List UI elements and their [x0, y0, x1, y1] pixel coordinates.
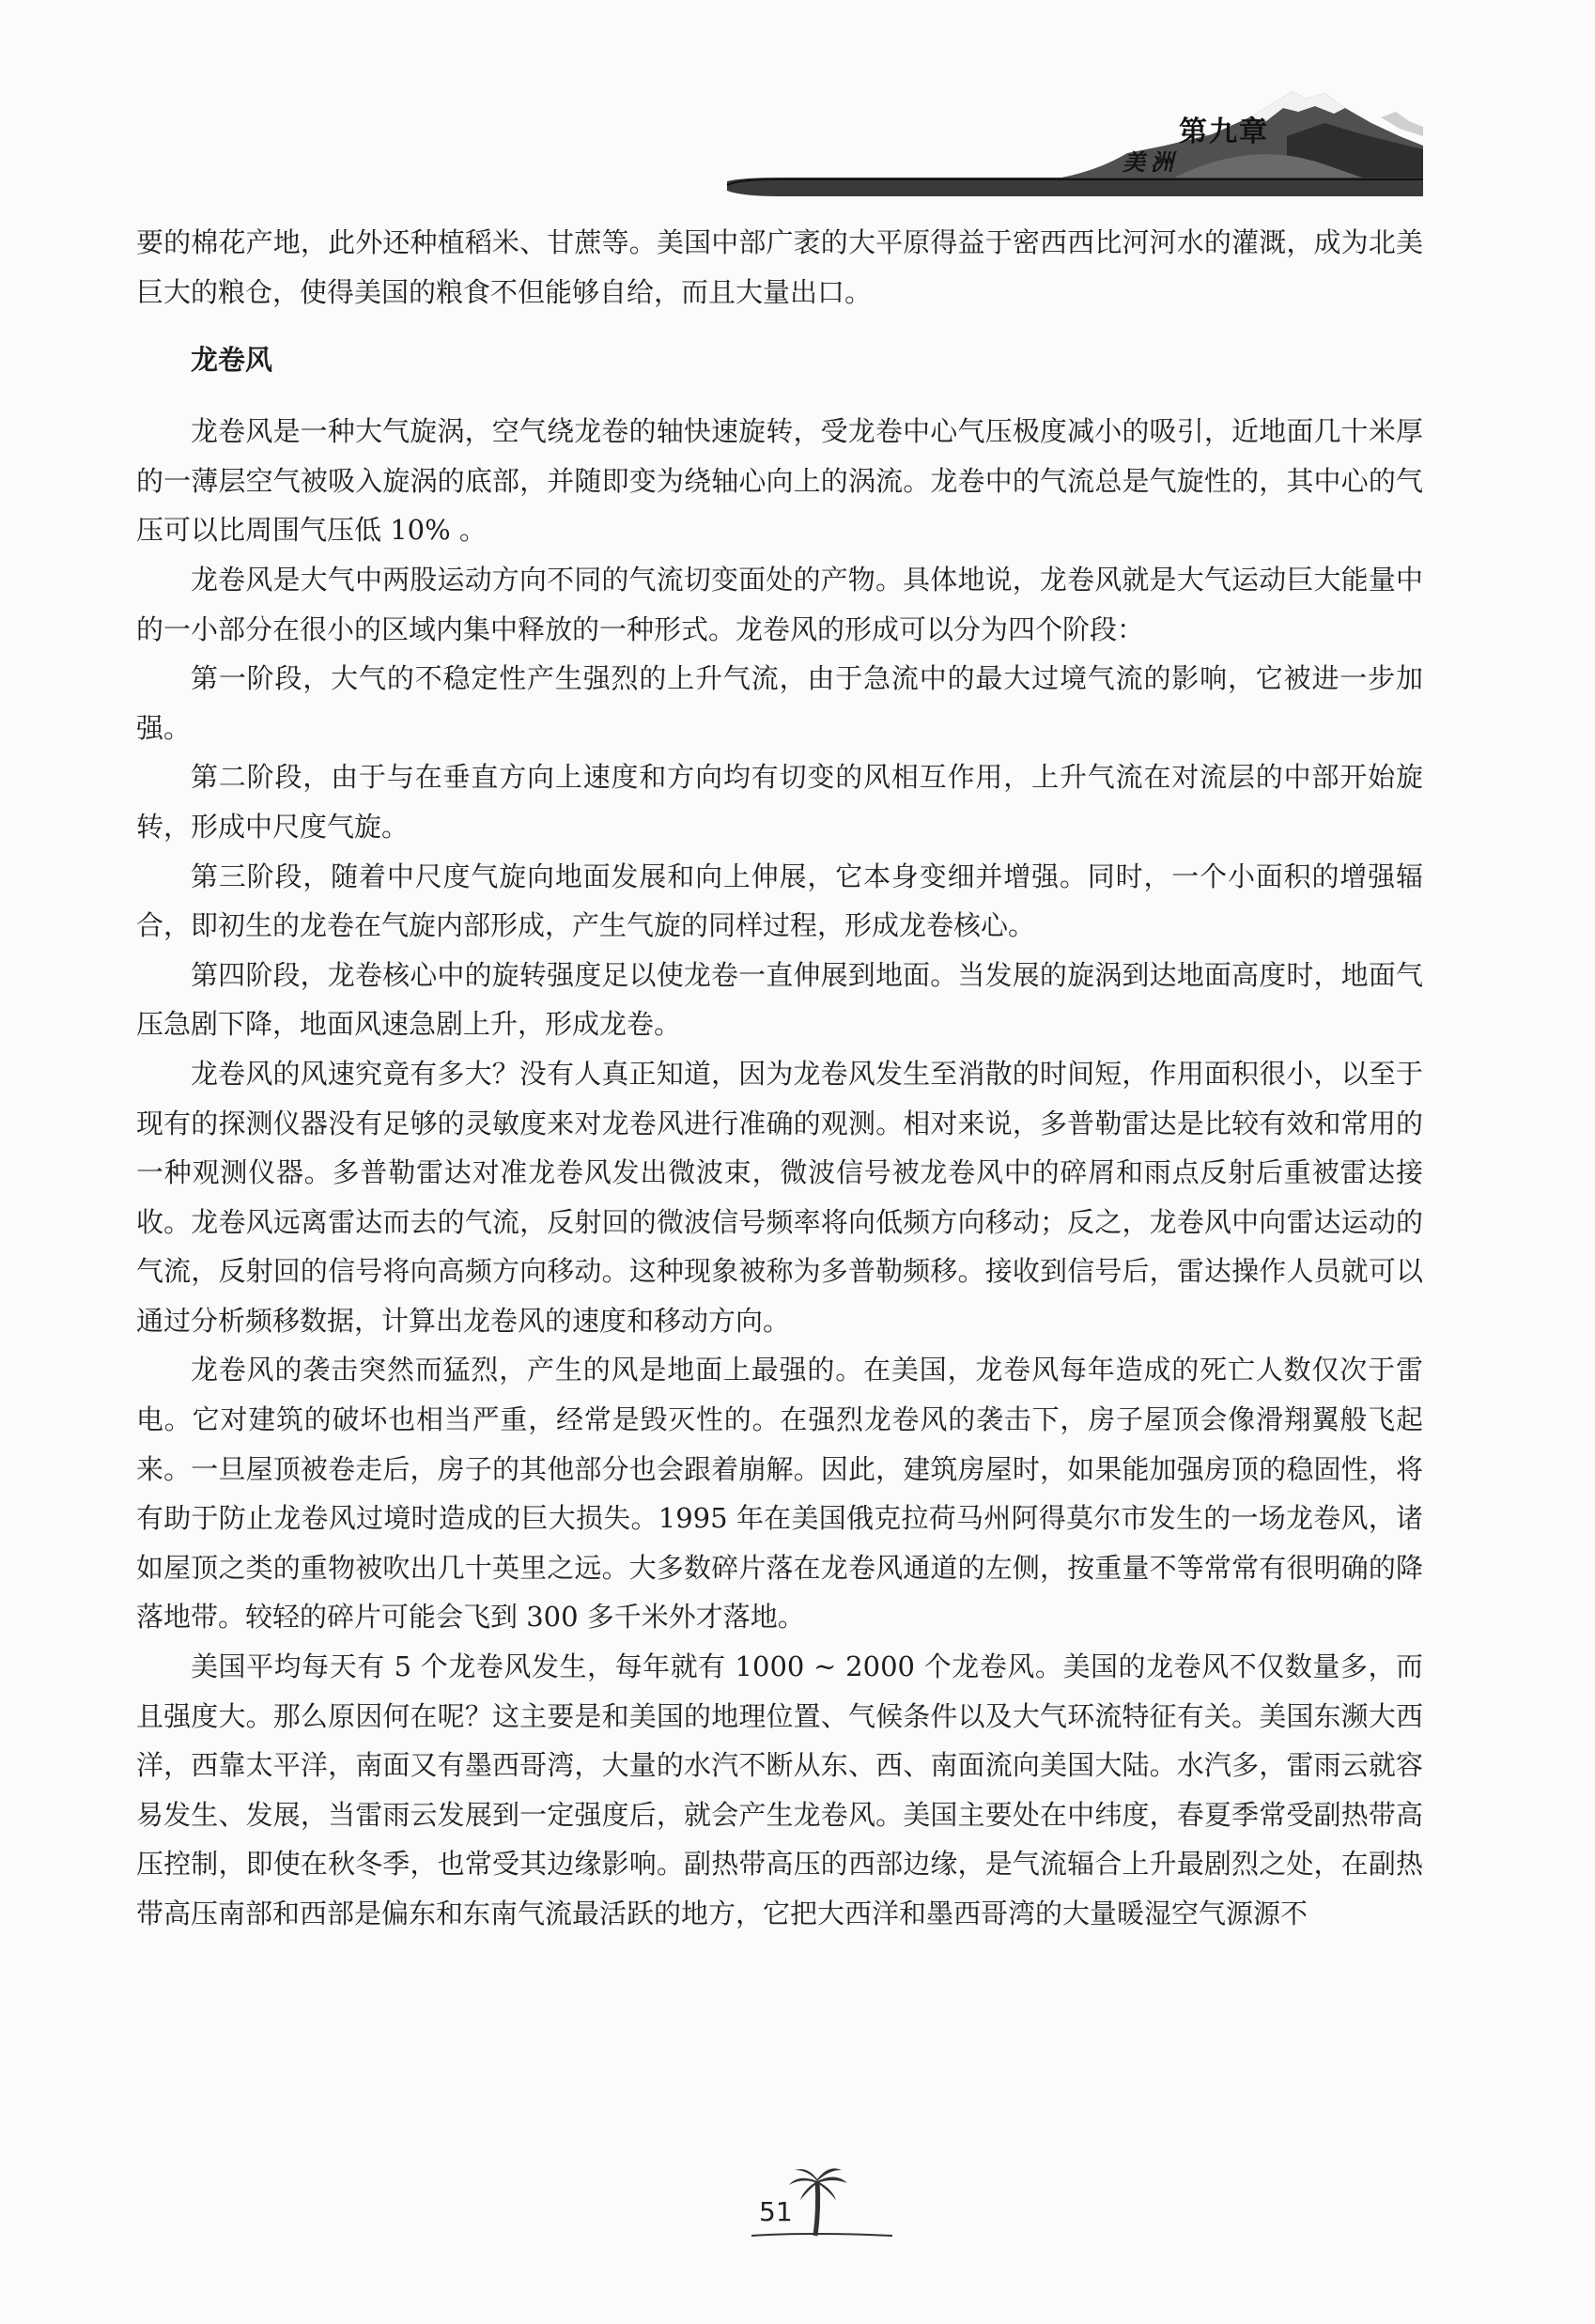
chapter-subtitle: 美洲 [1123, 148, 1179, 176]
paragraph: 龙卷风的风速究竟有多大？没有人真正知道，因为龙卷风发生至消散的时间短，作用面积很小，以至于现有的探测仪器没有足够的灵敏度来对龙卷风进行准确的观测。相对来说，多普勒雷达是比较有效和常用的一种观测仪器。多普勒雷达对准龙卷风发出微波束，微波信号被龙卷风中的碎屑和雨点反射后重被雷达接收。龙卷风远离雷达而去的气流，反射回的微波信号频率将向低频方向移动；反之，龙卷风中向雷达运动的气流，反射回的信号将向高频方向移动。这种现象被称为多普勒频移。接收到信号后，雷达操作人员就可以通过分析频移数据，计算出龙卷风的速度和移动方向。 [136, 1057, 1423, 1337]
mountain-banner-icon [723, 80, 1428, 202]
chapter-title: 第九章 [1179, 116, 1269, 148]
paragraph: 龙卷风是大气中两股运动方向不同的气流切变面处的产物。具体地说，龙卷风就是大气运动巨大能量中的一小部分在很小的区域内集中释放的一种形式。龙卷风的形成可以分为四个阶段： [136, 563, 1423, 645]
page-number: 51 [759, 2196, 793, 2227]
page-body [136, 218, 1423, 1939]
paragraph: 第一阶段，大气的不稳定性产生强烈的上升气流，由于急流中的最大过境气流的影响，它被进一步加强。 [136, 662, 1423, 744]
continued-paragraph: 要的棉花产地，此外还种植稻米、甘蔗等。美国中部广袤的大平原得益于密西西比河河水的灌溉，成为北美巨大的粮仓，使得美国的粮食不但能够自给，而且大量出口。 [136, 226, 1423, 308]
chapter-header [723, 80, 1428, 202]
section-heading: 龙卷风 [191, 344, 273, 377]
paragraph: 龙卷风的袭击突然而猛烈，产生的风是地面上最强的。在美国，龙卷风每年造成的死亡人数仅次于雷电。它对建筑的破坏也相当严重，经常是毁灭性的。在强烈龙卷风的袭击下，房子屋顶会像滑翔翼般飞起来。一旦屋顶被卷走后，房子的其他部分也会跟着崩解。因此，建筑房屋时，如果能加强房顶的稳固性，将有助于防止龙卷风过境时造成的巨大损失。1995 年在美国俄克拉荷马州阿得莫尔市发生的一场龙卷风，诸如屋顶之类的重物被吹出几十英里之远。大多数碎片落在龙卷风通道的左侧，按重量不等常常有很明确的降落地带。较轻的碎片可能会飞到 300 多千米外才落地。 [136, 1354, 1423, 1634]
page-footer [733, 2161, 921, 2245]
paragraph: 第三阶段，随着中尺度气旋向地面发展和向上伸展，它本身变细并增强。同时，一个小面积的增强辐合，即初生的龙卷在气旋内部形成，产生气旋的同样过程，形成龙卷核心。 [136, 860, 1423, 942]
paragraph: 龙卷风是一种大气旋涡，空气绕龙卷的轴快速旋转，受龙卷中心气压极度减小的吸引，近地面几十米厚的一薄层空气被吸入旋涡的底部，并随即变为绕轴心向上的涡流。龙卷中的气流总是气旋性的，其中心的气压可以比周围气压低 10% 。 [136, 415, 1423, 547]
paragraph: 美国平均每天有 5 个龙卷风发生，每年就有 1000 ~ 2000 个龙卷风。美国的龙卷风不仅数量多，而且强度大。那么原因何在呢？这主要是和美国的地理位置、气候条件以及大气环流特征有关。美国东濒大西洋，西靠太平洋，南面又有墨西哥湾，大量的水汽不断从东、西、南面流向美国大陆。水汽多，雷雨云就容易发生、发展，当雷雨云发展到一定强度后，就会产生龙卷风。美国主要处在中纬度，春夏季常受副热带高压控制，即使在秋冬季，也常受其边缘影响。副热带高压的西部边缘，是气流辐合上升最剧烈之处，在副热带高压南部和西部是偏东和东南气流最活跃的地方，它把大西洋和墨西哥湾的大量暖湿空气源源不 [136, 1650, 1423, 1929]
paragraph: 第二阶段，由于与在垂直方向上速度和方向均有切变的风相互作用，上升气流在对流层的中部开始旋转，形成中尺度气旋。 [136, 761, 1423, 843]
paragraph: 第四阶段，龙卷核心中的旋转强度足以使龙卷一直伸展到地面。当发展的旋涡到达地面高度时，地面气压急剧下降，地面风速急剧上升，形成龙卷。 [136, 958, 1423, 1041]
